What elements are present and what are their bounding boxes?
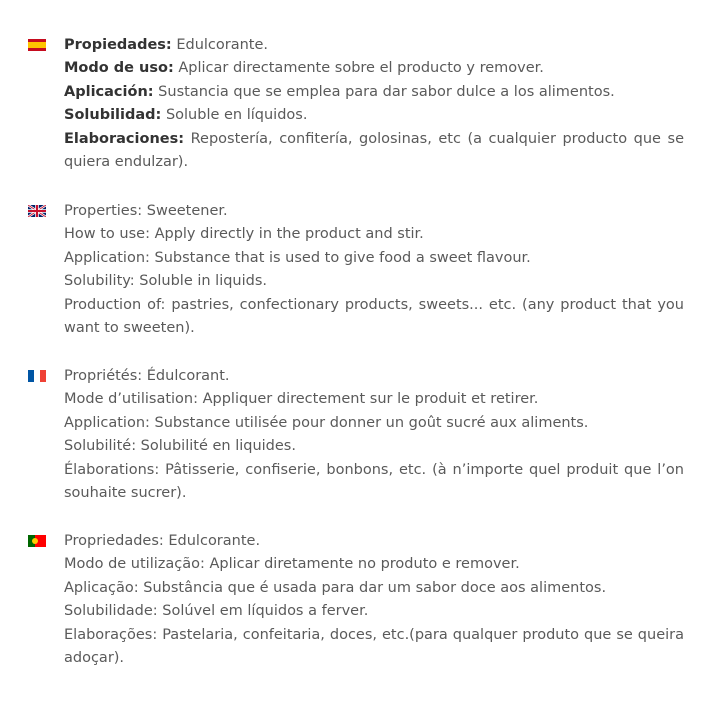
portuguese-text-block	[64, 530, 684, 670]
portugal-flag-icon	[28, 535, 46, 547]
spanish-elaborations-line	[64, 128, 684, 175]
portuguese-usage-line: Modo de utilização: Aplicar diretamente no produto e remover.	[64, 556, 520, 573]
spanish-solubility-label: Solubilidad:	[64, 107, 162, 124]
spanish-solubility-value: Soluble en líquidos.	[161, 107, 308, 124]
french-solubility-line: Solubilité: Solubilité en liquides.	[64, 438, 296, 455]
french-properties-line: Propriétés: Édulcorant.	[64, 368, 230, 384]
french-text-block	[64, 365, 684, 505]
english-application-line: Application: Substance that is used to give food a sweet flavour.	[64, 249, 531, 266]
french-application-line: Application: Substance utilisée pour donner un goût sucré aux aliments.	[64, 414, 589, 431]
spanish-application-label: Aplicación:	[64, 83, 154, 100]
france-flag-icon	[28, 370, 46, 382]
english-production-line: Production of: pastries, confectionary products, sweets... etc. (any product that you want to sweeten).	[64, 296, 684, 337]
spanish-text-block	[64, 34, 684, 174]
portuguese-properties-line: Propriedades: Edulcorante.	[64, 533, 261, 549]
english-text-block	[64, 200, 684, 340]
english-solubility-line: Solubility: Soluble in liquids.	[64, 273, 268, 290]
spanish-elaborations-label: Elaboraciones:	[64, 130, 185, 147]
spanish-usage-label: Modo de uso:	[64, 60, 174, 77]
french-elaborations-line: Élaborations: Pâtisserie, confiserie, bonbons, etc. (à n’importe quel produit que l’on souhaite sucrer).	[64, 461, 684, 502]
spanish-application-line	[64, 81, 684, 104]
spanish-properties-label: Propiedades:	[64, 37, 172, 53]
portuguese-application-line: Aplicação: Substância que é usada para dar um sabor doce aos alimentos.	[64, 579, 607, 596]
spanish-application-value: Sustancia que se emplea para dar sabor dulce a los alimentos.	[153, 83, 615, 100]
spanish-solubility-line	[64, 104, 684, 127]
portuguese-solubility-line: Solubilidade: Solúvel em líquidos a ferver.	[64, 603, 369, 620]
french-usage-line: Mode d’utilisation: Appliquer directement sur le produit et retirer.	[64, 391, 539, 408]
spanish-properties-value: Edulcorante.	[171, 37, 269, 53]
spanish-usage-value: Aplicar directamente sobre el producto y remover.	[173, 60, 544, 77]
portuguese-elaborations-line: Elaborações: Pastelaria, confeitaria, doces, etc.(para qualquer produto que se queira adoçar).	[64, 626, 684, 667]
spain-flag-icon	[28, 39, 46, 51]
spanish-usage-line	[64, 57, 684, 80]
portugal-emblem-icon	[32, 538, 38, 544]
spanish-properties-line	[64, 34, 684, 57]
english-usage-line: How to use: Apply directly in the product and stir.	[64, 226, 424, 243]
uk-flag-icon	[28, 205, 46, 217]
english-properties-line: Properties: Sweetener.	[64, 203, 228, 219]
spanish-elaborations-value: Repostería, confitería, golosinas, etc (a cualquier producto que se quiera endulzar).	[64, 130, 684, 171]
